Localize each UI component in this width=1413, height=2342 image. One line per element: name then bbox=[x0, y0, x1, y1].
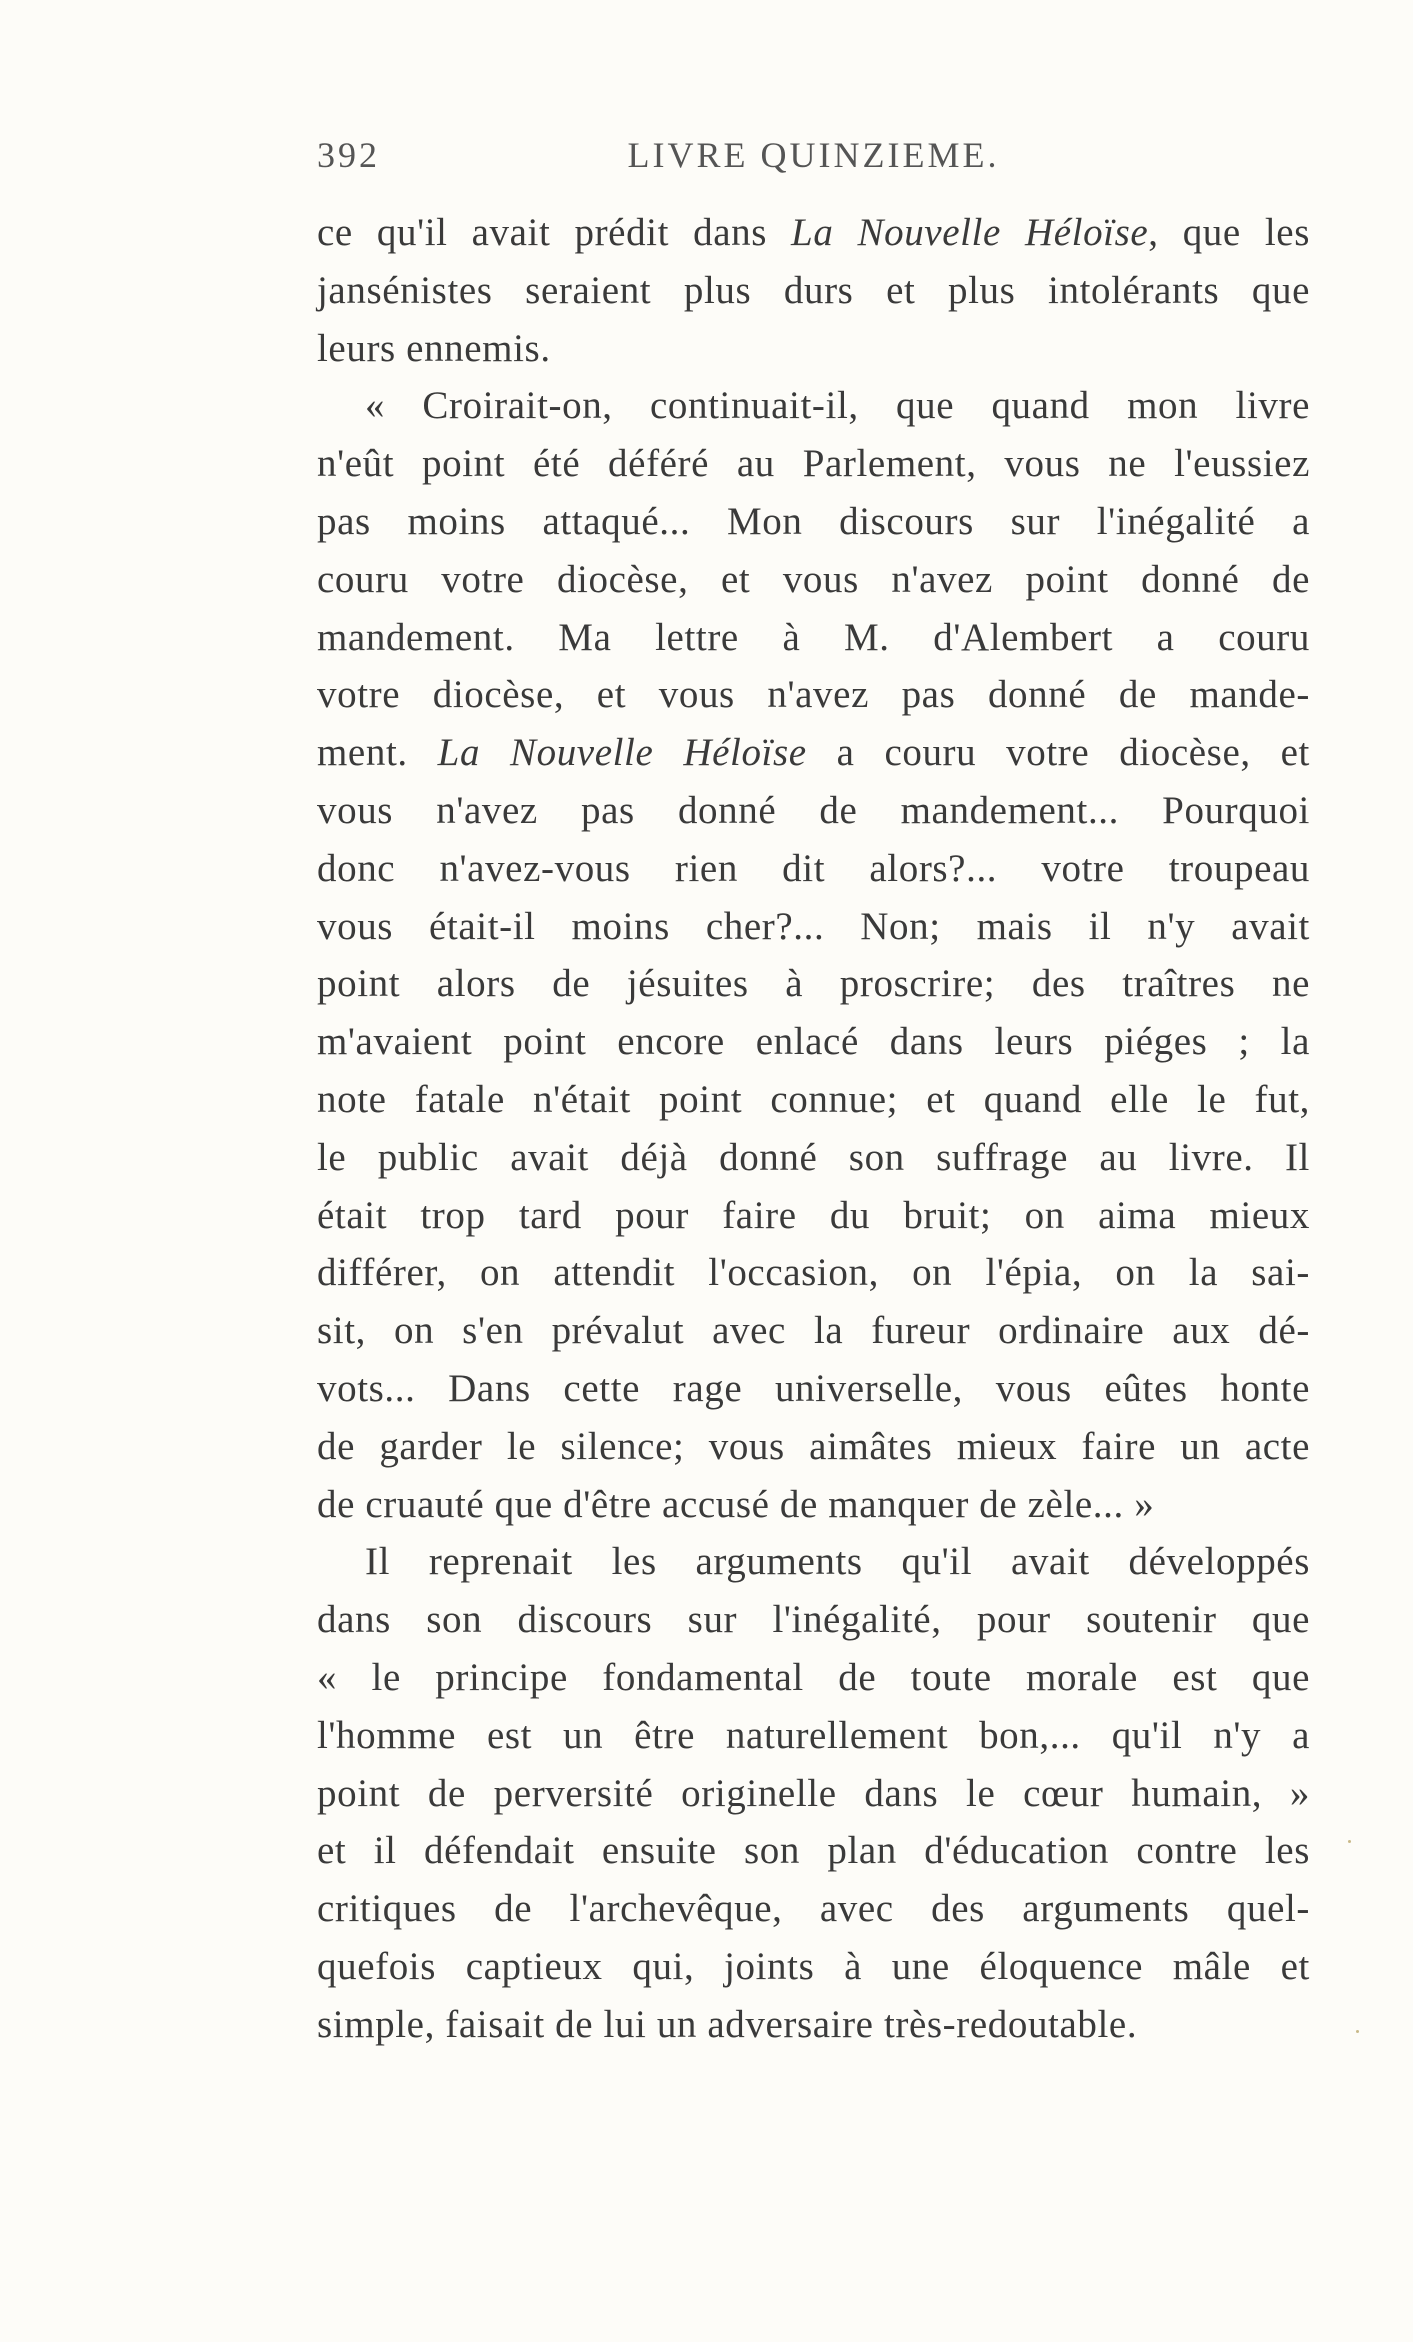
text-line: « le principe fondamental de toute morale est que bbox=[317, 1655, 1310, 1699]
text-line: « Croirait-on, continuait-il, que quand mon livre bbox=[365, 384, 1310, 428]
paper-speck bbox=[1356, 2030, 1359, 2033]
text-line: point de perversité originelle dans le cœur humain, » bbox=[317, 1771, 1310, 1815]
text-line: critiques de l'archevêque, avec des arguments quel- bbox=[317, 1887, 1310, 1931]
text-line: votre diocèse, et vous n'avez pas donné de mande- bbox=[317, 673, 1310, 717]
text-line: quefois captieux qui, joints à une éloquence mâle et bbox=[317, 1944, 1310, 1988]
text-line: ment. La Nouvelle Héloïse a couru votre diocèse, et bbox=[317, 731, 1310, 775]
running-title: LIVRE QUINZIEME. bbox=[627, 135, 1000, 175]
text-line: couru votre diocèse, et vous n'avez point donné de bbox=[317, 557, 1310, 601]
paper-speck bbox=[1348, 1840, 1351, 1843]
text-line: donc n'avez-vous rien dit alors?... votre troupeau bbox=[317, 846, 1310, 890]
text-line: note fatale n'était point connue; et quand elle le fut, bbox=[317, 1077, 1310, 1121]
text-line: leurs ennemis. bbox=[317, 326, 551, 370]
text-line: m'avaient point encore enlacé dans leurs piéges ; la bbox=[317, 1020, 1310, 1064]
text-line: et il défendait ensuite son plan d'éducation contre les bbox=[317, 1829, 1310, 1873]
text-line: ce qu'il avait prédit dans La Nouvelle Héloïse, que les bbox=[317, 211, 1310, 254]
text-line: simple, faisait de lui un adversaire très-redoutable. bbox=[317, 2002, 1138, 2046]
text-line: Il reprenait les arguments qu'il avait développés bbox=[365, 1540, 1310, 1584]
text-line: n'eût point été déféré au Parlement, vous ne l'eussiez bbox=[317, 442, 1310, 486]
text-line: jansénistes seraient plus durs et plus intolérants que bbox=[317, 268, 1310, 312]
text-line: vous n'avez pas donné de mandement... Pourquoi bbox=[317, 788, 1310, 832]
text-line: le public avait déjà donné son suffrage au livre. Il bbox=[317, 1135, 1310, 1179]
text-line: pas moins attaqué... Mon discours sur l'inégalité a bbox=[317, 499, 1310, 543]
body-text bbox=[317, 204, 1310, 2054]
book-title: La Nouvelle Héloïse bbox=[791, 211, 1149, 254]
text-line: vous était-il moins cher?... Non; mais il n'y avait bbox=[317, 904, 1310, 948]
text-line: point alors de jésuites à proscrire; des traîtres ne bbox=[317, 962, 1310, 1006]
text-line: sit, on s'en prévalut avec la fureur ordinaire aux dé- bbox=[317, 1309, 1310, 1353]
book-title: La Nouvelle Héloïse bbox=[437, 731, 807, 775]
running-head bbox=[317, 134, 1310, 178]
text-line: mandement. Ma lettre à M. d'Alembert a couru bbox=[317, 615, 1310, 659]
text-line: vots... Dans cette rage universelle, vous eûtes honte bbox=[317, 1366, 1310, 1410]
text-line: de garder le silence; vous aimâtes mieux faire un acte bbox=[317, 1424, 1310, 1468]
text-line: était trop tard pour faire du bruit; on aima mieux bbox=[317, 1193, 1310, 1237]
text-line: dans son discours sur l'inégalité, pour soutenir que bbox=[317, 1598, 1310, 1642]
page-number: 392 bbox=[317, 135, 380, 175]
text-line: différer, on attendit l'occasion, on l'épia, on la sai- bbox=[317, 1251, 1310, 1295]
text-line: de cruauté que d'être accusé de manquer de zèle... » bbox=[317, 1482, 1155, 1526]
text-line: l'homme est un être naturellement bon,... qu'il n'y a bbox=[317, 1713, 1310, 1757]
